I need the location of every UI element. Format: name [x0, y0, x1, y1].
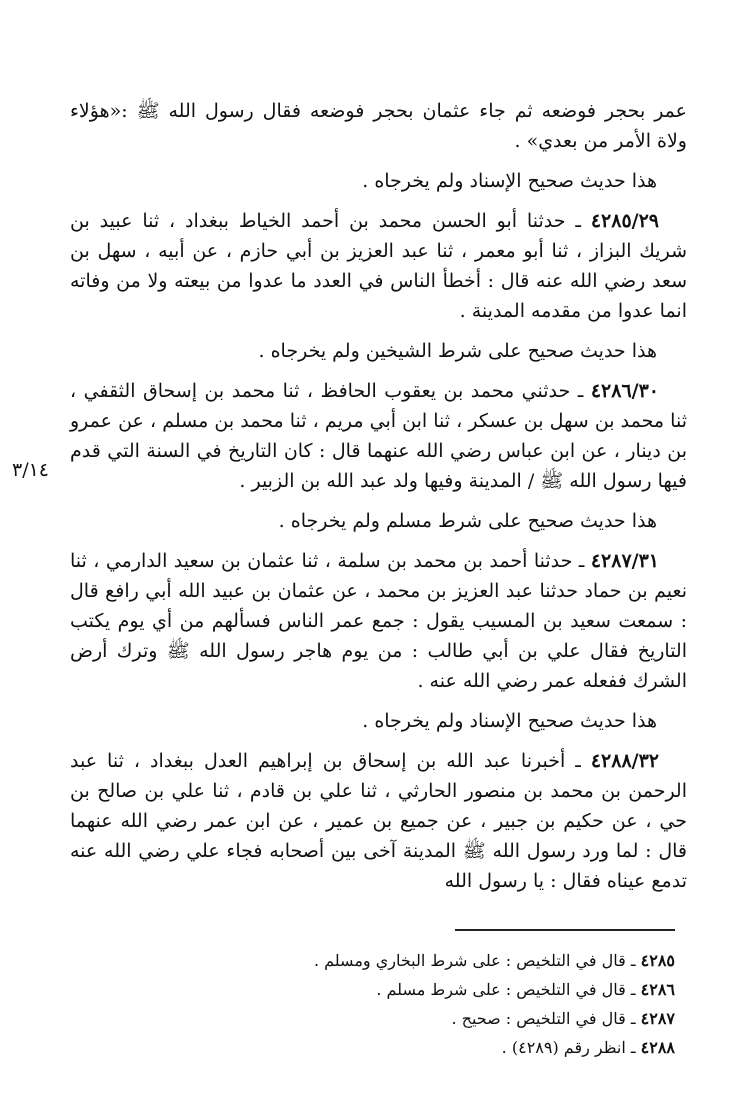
- grading-line: هذا حديث صحيح الإسناد ولم يخرجاه .: [362, 170, 657, 192]
- main-text: [70, 96, 687, 896]
- hadith-4287: [70, 546, 687, 696]
- footnote: [155, 975, 675, 1004]
- footnote-text: ـ قال في التلخيص : على شرط مسلم .: [376, 980, 641, 999]
- grading-line: هذا حديث صحيح على شرط الشيخين ولم يخرجاه .: [258, 340, 657, 362]
- grading-line: هذا حديث صحيح الإسناد ولم يخرجاه .: [362, 710, 657, 732]
- footnote-text: ـ قال في التلخيص : صحيح .: [451, 1009, 641, 1028]
- hadith-number: ٤٢٨٨/٣٢: [590, 750, 659, 772]
- footnote-text: ـ قال في التلخيص : على شرط البخاري ومسلم .: [313, 951, 641, 970]
- footnote: [155, 946, 675, 975]
- hadith-number: ٤٢٨٧/٣١: [590, 550, 659, 572]
- footnote: [155, 1033, 675, 1062]
- paragraph-continuation: عمر بحجر فوضعه ثم جاء عثمان بحجر فوضعه فقال رسول الله ﷺ :«هؤلاء ولاة الأمر من بعدي» .: [70, 100, 687, 152]
- footnote-number: ٤٢٨٦: [640, 980, 675, 999]
- grading-line: هذا حديث صحيح على شرط مسلم ولم يخرجاه .: [278, 510, 657, 532]
- footnotes: [155, 946, 675, 1062]
- hadith-number: ٤٢٨٥/٢٩: [590, 210, 659, 232]
- hadith-4288: [70, 746, 687, 896]
- hadith-number: ٤٢٨٦/٣٠: [590, 380, 659, 402]
- hadith-4285: [70, 206, 687, 326]
- footnote-number: ٤٢٨٨: [640, 1038, 675, 1057]
- footnote-number: ٤٢٨٧: [640, 1009, 675, 1028]
- hadith-4286: [70, 376, 687, 496]
- footnote-number: ٤٢٨٥: [640, 951, 675, 970]
- footnote-text: ـ انظر رقم (٤٢٨٩) .: [501, 1038, 641, 1057]
- footnote: [155, 1004, 675, 1033]
- margin-volume-page-note: ٣/١٤: [12, 459, 50, 481]
- footnote-separator: [455, 929, 675, 931]
- hadith-text: ـ حدثنا أحمد بن محمد بن سلمة ، ثنا عثمان بن سعيد الدارمي ، ثنا نعيم بن حماد حدثنا عبد العزيز بن محمد ، عن عثمان بن عبيد الله أبي رافع قال : سمعت سعيد بن المسيب يقول : جمع عمر الناس فسألهم من أي يوم يكتب التاريخ فقال علي بن أبي طالب : من يوم هاجر رسول الله ﷺ وترك أرض الشرك ففعله عمر رضي الله عنه .: [70, 550, 687, 692]
- hadith-text: ـ حدثني محمد بن يعقوب الحافظ ، ثنا محمد بن إسحاق الثقفي ، ثنا محمد بن سهل بن عسكر ، ثنا ابن أبي مريم ، ثنا محمد بن مسلم ، عن عمرو بن دينار ، عن ابن عباس رضي الله عنهما قال : كان التاريخ في السنة التي قدم فيها رسول الله ﷺ / المدينة وفيها ولد عبد الله بن الزبير .: [70, 380, 687, 492]
- hadith-text: ـ أخبرنا عبد الله بن إسحاق بن إبراهيم العدل ببغداد ، ثنا عبد الرحمن بن محمد بن منصور الحارثي ، ثنا علي بن قادم ، ثنا علي بن صالح بن حي ، عن حكيم بن جبير ، عن جميع بن عمير ، عن ابن عمر رضي الله عنهما قال : لما ورد رسول الله ﷺ المدينة آخى بين أصحابه فجاء علي رضي الله عنه تدمع عيناه فقال : يا رسول الله: [70, 750, 687, 892]
- hadith-text: ـ حدثنا أبو الحسن محمد بن أحمد الخياط ببغداد ، ثنا عبيد بن شريك البزاز ، ثنا أبو معمر ، ثنا عبد العزيز بن أبي حازم ، عن أبيه ، سهل بن سعد رضي الله عنه قال : أخطأ الناس في العدد ما عدوا من بيعته ولا من وفاته انما عدوا من مقدمه المدينة .: [70, 210, 687, 322]
